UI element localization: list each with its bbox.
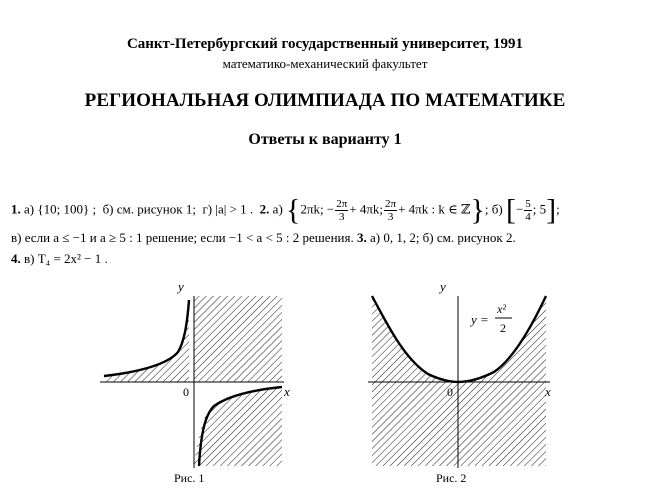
fig1-hatch-quadrant-1 <box>194 296 282 382</box>
answer-2-number: 2. <box>259 201 270 217</box>
fraction-numerator: 2π <box>336 198 348 210</box>
fraction-denominator: 4 <box>525 211 531 223</box>
figure-2 <box>368 279 551 485</box>
answer-2a-term3: + 4πk : k ∈ ℤ <box>398 201 471 217</box>
fig2-x-label: x <box>545 384 551 399</box>
answer-1b: б) см. рисунок 1; <box>102 201 196 217</box>
fig1-caption: Рис. 1 <box>174 471 205 485</box>
answer-1g: г) |a| > 1 . <box>202 201 254 217</box>
fraction-denominator: 3 <box>338 211 345 223</box>
fig2-caption: Рис. 2 <box>436 471 467 485</box>
fig2-y-label: y <box>440 279 446 294</box>
answer-1a: а) {10; 100} ; <box>24 201 97 217</box>
university-line: Санкт-Петербургский государственный университет, 1991 <box>126 36 524 52</box>
page-title: РЕГИОНАЛЬНАЯ ОЛИМПИАДА ПО МАТЕМАТИКЕ <box>84 90 566 111</box>
fig1-origin-label: 0 <box>183 385 189 399</box>
fig2-equation-numerator: x² <box>497 302 506 316</box>
fig2-origin-label: 0 <box>447 385 453 399</box>
fig2-equation-lhs: y = <box>471 312 489 327</box>
fraction-numerator: 5 <box>525 198 531 210</box>
answer-2b-minus: − <box>515 201 524 217</box>
answer-1-number: 1. <box>11 201 21 217</box>
left-brace: { <box>286 193 301 227</box>
right-bracket: ] <box>546 193 557 227</box>
answer-4-number: 4. <box>11 251 21 266</box>
answer-2v: в) если a ≤ −1 и a ≥ 5 : 1 решение; если −1 < a < 5 : 2 решения. <box>11 230 354 245</box>
answer-2a-label: а) <box>272 201 283 217</box>
left-bracket: [ <box>505 193 516 227</box>
fig1-hatch-lower <box>194 386 282 466</box>
answer-2a-term2: + 4πk; <box>349 201 384 217</box>
answer-3-number: 3. <box>356 230 367 245</box>
answer-2a-term1: 2πk; − <box>300 201 335 217</box>
page-subtitle: Ответы к варианту 1 <box>248 131 402 148</box>
right-brace: } <box>470 193 485 227</box>
fraction-denominator: 3 <box>387 211 394 223</box>
figure-1 <box>100 279 290 485</box>
fig1-hatch-left <box>104 300 189 382</box>
answer-2b-end: ; <box>556 201 560 217</box>
answer-2b-label: ; б) <box>484 201 503 217</box>
fig2-hatch-left <box>372 296 458 382</box>
answer-3: а) 0, 1, 2; б) см. рисунок 2. <box>369 230 516 245</box>
faculty-line: математико-механический факультет <box>222 56 428 71</box>
fig2-equation-denominator: 2 <box>500 321 506 335</box>
fig2-equation <box>468 298 520 340</box>
answer-2b-post: ; 5 <box>532 201 547 217</box>
answer-4: в) T₄ = 2x² − 1 . <box>24 251 108 266</box>
fig1-y-label: y <box>178 279 184 294</box>
fig1-x-label: x <box>284 384 290 399</box>
fig2-hatch-lower <box>372 382 546 466</box>
fraction-numerator: 2π <box>385 198 397 210</box>
